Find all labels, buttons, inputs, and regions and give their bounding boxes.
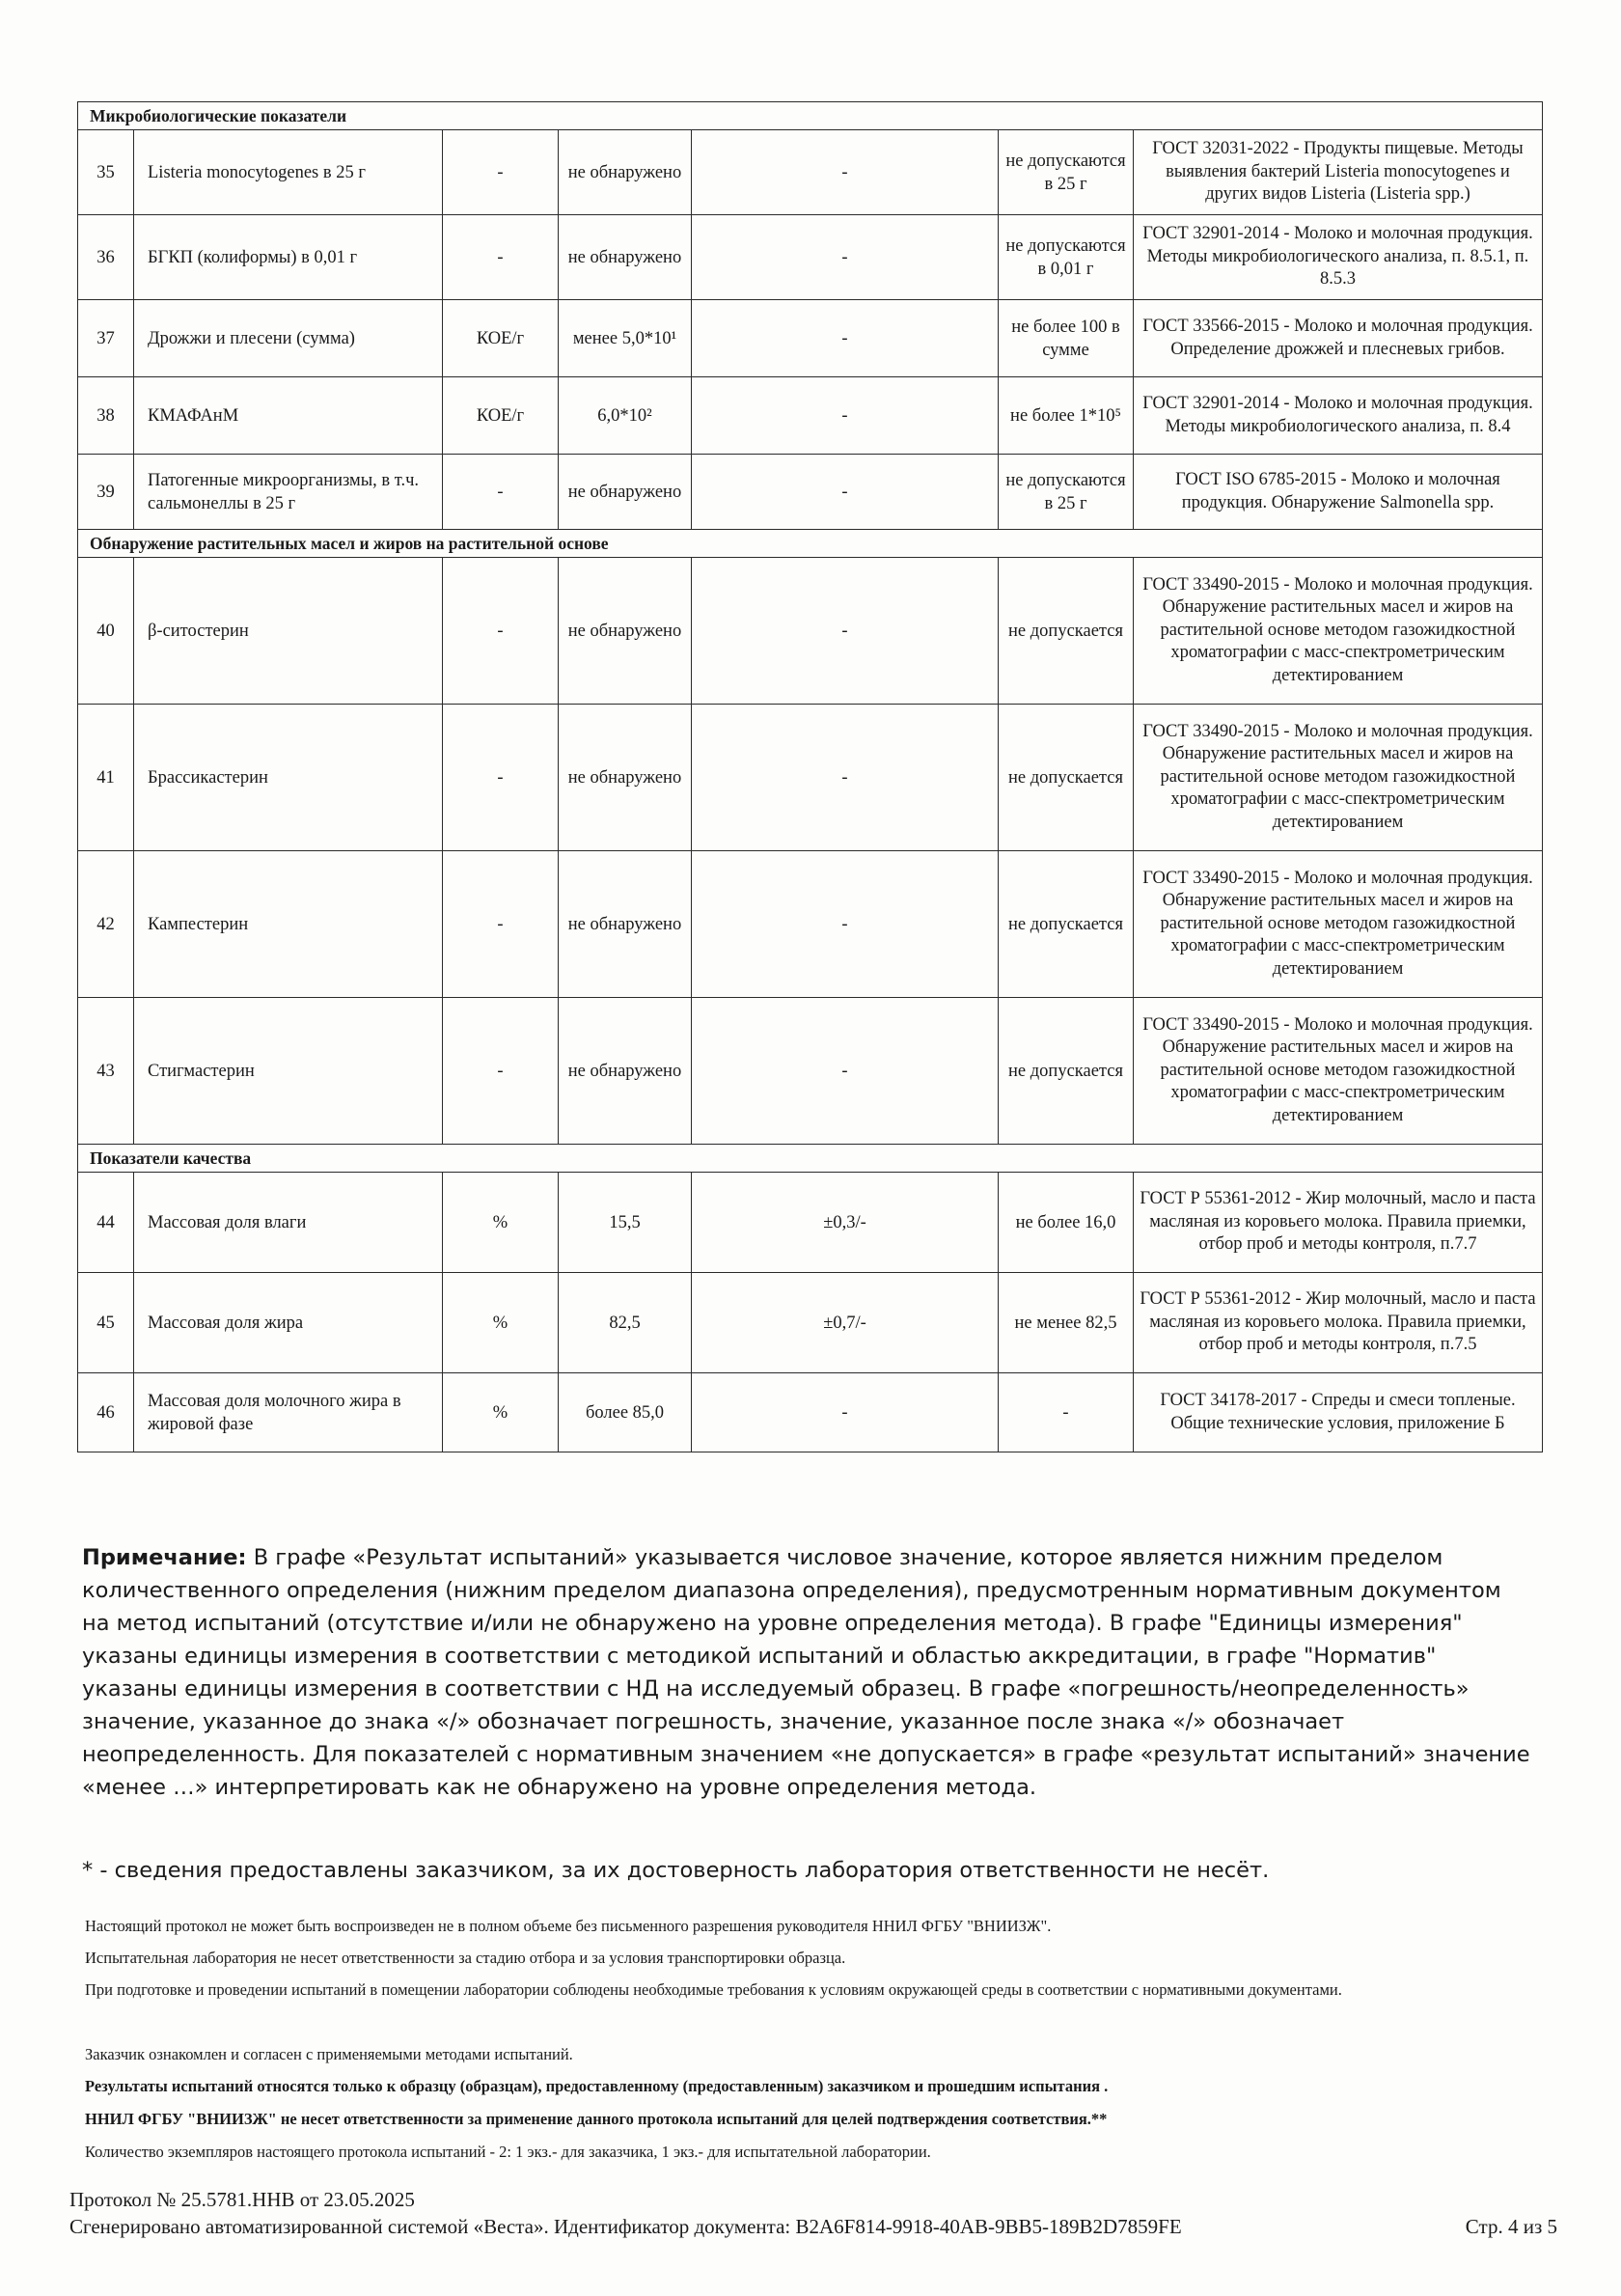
result-cell: не обнаружено <box>559 455 692 530</box>
indicator-name: Массовая доля влаги <box>134 1173 443 1273</box>
section-title: Микробиологические показатели <box>78 102 1543 130</box>
uncertainty-cell: ±0,7/- <box>692 1273 999 1373</box>
unit-cell: - <box>443 455 559 530</box>
method-cell: ГОСТ 33490-2015 - Молоко и молочная продукция. Обнаружение растительных масел и жиров на растительной основе методом газожидкостной хроматографии с масс-спектрометрическим детектированием <box>1134 851 1543 998</box>
indicator-name: БГКП (колиформы) в 0,01 г <box>134 215 443 300</box>
uncertainty-cell: - <box>692 300 999 377</box>
footer-protocol: Протокол № 25.5781.ННВ от 23.05.2025 <box>69 2188 415 2211</box>
method-cell: ГОСТ 33566-2015 - Молоко и молочная продукция. Определение дрожжей и плесневых грибов. <box>1134 300 1543 377</box>
unit-cell: КОЕ/г <box>443 377 559 455</box>
row-number: 38 <box>78 377 134 455</box>
result-cell: более 85,0 <box>559 1373 692 1452</box>
result-cell: не обнаружено <box>559 215 692 300</box>
row-number: 35 <box>78 130 134 215</box>
uncertainty-cell: - <box>692 851 999 998</box>
uncertainty-cell: - <box>692 130 999 215</box>
table-row <box>78 705 1543 851</box>
method-cell: ГОСТ 32901-2014 - Молоко и молочная продукция. Методы микробиологического анализа, п. 8.5.1, п. 8.5.3 <box>1134 215 1543 300</box>
norm-cell: не допускается <box>999 998 1134 1145</box>
section-title: Обнаружение растительных масел и жиров на растительной основе <box>78 530 1543 558</box>
note-paragraph <box>82 1541 1534 1804</box>
section-title: Показатели качества <box>78 1145 1543 1173</box>
footer-generated: Сгенерировано автоматизированной системой «Веста». Идентификатор документа: B2A6F814-9918-40AB-9BB5-189B2D7859FE <box>69 2215 1182 2238</box>
page-number: Стр. 4 из 5 <box>1465 2215 1557 2238</box>
norm-cell: не допускаются в 25 г <box>999 455 1134 530</box>
table-row <box>78 130 1543 215</box>
row-number: 45 <box>78 1273 134 1373</box>
section-header-row <box>78 1145 1543 1173</box>
disclaimer-copies: Количество экземпляров настоящего протокола испытаний - 2: 1 экз.- для заказчика, 1 экз.- для испытательной лаборатории. <box>85 2143 931 2161</box>
result-cell: менее 5,0*10¹ <box>559 300 692 377</box>
section-header-row <box>78 102 1543 130</box>
method-cell: ГОСТ 32901-2014 - Молоко и молочная продукция. Методы микробиологического анализа, п. 8.4 <box>1134 377 1543 455</box>
indicator-name: Кампестерин <box>134 851 443 998</box>
result-cell: не обнаружено <box>559 558 692 705</box>
table-row <box>78 1273 1543 1373</box>
indicator-name: Брассикастерин <box>134 705 443 851</box>
norm-cell: не менее 82,5 <box>999 1273 1134 1373</box>
norm-cell: не более 1*10⁵ <box>999 377 1134 455</box>
result-cell: 15,5 <box>559 1173 692 1273</box>
method-cell: ГОСТ Р 55361-2012 - Жир молочный, масло и паста масляная из коровьего молока. Правила приемки, отбор проб и методы контроля, п.7.7 <box>1134 1173 1543 1273</box>
row-number: 43 <box>78 998 134 1145</box>
uncertainty-cell: - <box>692 998 999 1145</box>
indicator-name: Массовая доля молочного жира в жировой фазе <box>134 1373 443 1452</box>
method-cell: ГОСТ 34178-2017 - Спреды и смеси топленые. Общие технические условия, приложение Б <box>1134 1373 1543 1452</box>
method-cell: ГОСТ ISO 6785-2015 - Молоко и молочная продукция. Обнаружение Salmonella spp. <box>1134 455 1543 530</box>
result-cell: 82,5 <box>559 1273 692 1373</box>
uncertainty-cell: - <box>692 558 999 705</box>
unit-cell: - <box>443 558 559 705</box>
uncertainty-cell: - <box>692 1373 999 1452</box>
norm-cell: не допускается <box>999 851 1134 998</box>
table-row <box>78 215 1543 300</box>
unit-cell: - <box>443 130 559 215</box>
norm-cell: - <box>999 1373 1134 1452</box>
unit-cell: - <box>443 215 559 300</box>
indicator-name: Listeria monocytogenes в 25 г <box>134 130 443 215</box>
norm-cell: не более 100 в сумме <box>999 300 1134 377</box>
row-number: 44 <box>78 1173 134 1273</box>
indicator-name: КМАФАнМ <box>134 377 443 455</box>
section-header-row <box>78 530 1543 558</box>
table-row <box>78 1173 1543 1273</box>
disclaimer-liability: ННИЛ ФГБУ "ВНИИЗЖ" не несет ответственности за применение данного протокола испытаний для целей подтверждения соответствия.** <box>85 2110 1108 2128</box>
result-cell: не обнаружено <box>559 998 692 1145</box>
table-row <box>78 851 1543 998</box>
norm-cell: не допускаются в 25 г <box>999 130 1134 215</box>
table-row <box>78 1373 1543 1452</box>
disclaimer-methods: Заказчик ознакомлен и согласен с применяемыми методами испытаний. <box>85 2045 573 2063</box>
table-row <box>78 300 1543 377</box>
table-row <box>78 377 1543 455</box>
unit-cell: - <box>443 851 559 998</box>
note-text: В графе «Результат испытаний» указывается числовое значение, которое является нижним пределом количественного определения (нижним пределом диапазона определения), предусмотренным нормативным документом на метод испытаний (отсутствие и/или не обнаружено на уровне определения метода). В графе "Единицы измерения" указаны единицы измерения в соответствии с методикой испытаний и областью аккредитации, в графе "Норматив" указаны единицы измерения в соответствии с НД на исследуемый образец. В графе «погрешность/неопределенность» значение, указанное до знака «/» обозначает погрешность, значение, указанное после знака «/» обозначает неопределенность. Для показателей с нормативным значением «не допускается» в графе «результат испытаний» значение «менее …» интерпретировать как не обнаружено на уровне определения метода. <box>82 1545 1530 1800</box>
result-cell: 6,0*10² <box>559 377 692 455</box>
uncertainty-cell: ±0,3/- <box>692 1173 999 1273</box>
row-number: 40 <box>78 558 134 705</box>
indicator-name: Массовая доля жира <box>134 1273 443 1373</box>
uncertainty-cell: - <box>692 215 999 300</box>
method-cell: ГОСТ 32031-2022 - Продукты пищевые. Методы выявления бактерий Listeria monocytogenes и других видов Listeria (Listeria spp.) <box>1134 130 1543 215</box>
method-cell: ГОСТ Р 55361-2012 - Жир молочный, масло и паста масляная из коровьего молока. Правила приемки, отбор проб и методы контроля, п.7.5 <box>1134 1273 1543 1373</box>
disclaimer-conditions: При подготовке и проведении испытаний в помещении лаборатории соблюдены необходимые требования к условиям окружающей среды в соответствии с нормативными документами. <box>85 1980 1342 1999</box>
indicator-name: Патогенные микроорганизмы, в т.ч. сальмонеллы в 25 г <box>134 455 443 530</box>
unit-cell: % <box>443 1173 559 1273</box>
table-row <box>78 455 1543 530</box>
norm-cell: не допускается <box>999 705 1134 851</box>
norm-cell: не более 16,0 <box>999 1173 1134 1273</box>
method-cell: ГОСТ 33490-2015 - Молоко и молочная продукция. Обнаружение растительных масел и жиров на растительной основе методом газожидкостной хроматографии с масс-спектрометрическим детектированием <box>1134 998 1543 1145</box>
unit-cell: КОЕ/г <box>443 300 559 377</box>
row-number: 36 <box>78 215 134 300</box>
disclaimer-sampling: Испытательная лаборатория не несет ответственности за стадию отбора и за условия транспортировки образца. <box>85 1949 846 1967</box>
unit-cell: % <box>443 1273 559 1373</box>
method-cell: ГОСТ 33490-2015 - Молоко и молочная продукция. Обнаружение растительных масел и жиров на растительной основе методом газожидкостной хроматографии с масс-спектрометрическим детектированием <box>1134 558 1543 705</box>
method-cell: ГОСТ 33490-2015 - Молоко и молочная продукция. Обнаружение растительных масел и жиров на растительной основе методом газожидкостной хроматографии с масс-спектрометрическим детектированием <box>1134 705 1543 851</box>
result-cell: не обнаружено <box>559 851 692 998</box>
disclaimer-reproduction: Настоящий протокол не может быть воспроизведен не в полном объеме без письменного разрешения руководителя ННИЛ ФГБУ "ВНИИЗЖ". <box>85 1917 1052 1935</box>
result-cell: не обнаружено <box>559 705 692 851</box>
row-number: 46 <box>78 1373 134 1452</box>
note-label: Примечание: <box>82 1545 247 1570</box>
row-number: 39 <box>78 455 134 530</box>
uncertainty-cell: - <box>692 705 999 851</box>
asterisk-note: * - сведения предоставлены заказчиком, за их достоверность лаборатория ответственности не несёт. <box>82 1858 1270 1883</box>
row-number: 37 <box>78 300 134 377</box>
table-row <box>78 998 1543 1145</box>
uncertainty-cell: - <box>692 455 999 530</box>
disclaimer-results: Результаты испытаний относятся только к образцу (образцам), предоставленному (предоставленным) заказчиком и прошедшим испытания . <box>85 2077 1109 2095</box>
results-table <box>77 101 1543 1452</box>
norm-cell: не допускаются в 0,01 г <box>999 215 1134 300</box>
row-number: 42 <box>78 851 134 998</box>
indicator-name: β-ситостерин <box>134 558 443 705</box>
indicator-name: Дрожжи и плесени (сумма) <box>134 300 443 377</box>
row-number: 41 <box>78 705 134 851</box>
unit-cell: - <box>443 998 559 1145</box>
unit-cell: - <box>443 705 559 851</box>
norm-cell: не допускается <box>999 558 1134 705</box>
table-row <box>78 558 1543 705</box>
indicator-name: Стигмастерин <box>134 998 443 1145</box>
unit-cell: % <box>443 1373 559 1452</box>
uncertainty-cell: - <box>692 377 999 455</box>
result-cell: не обнаружено <box>559 130 692 215</box>
